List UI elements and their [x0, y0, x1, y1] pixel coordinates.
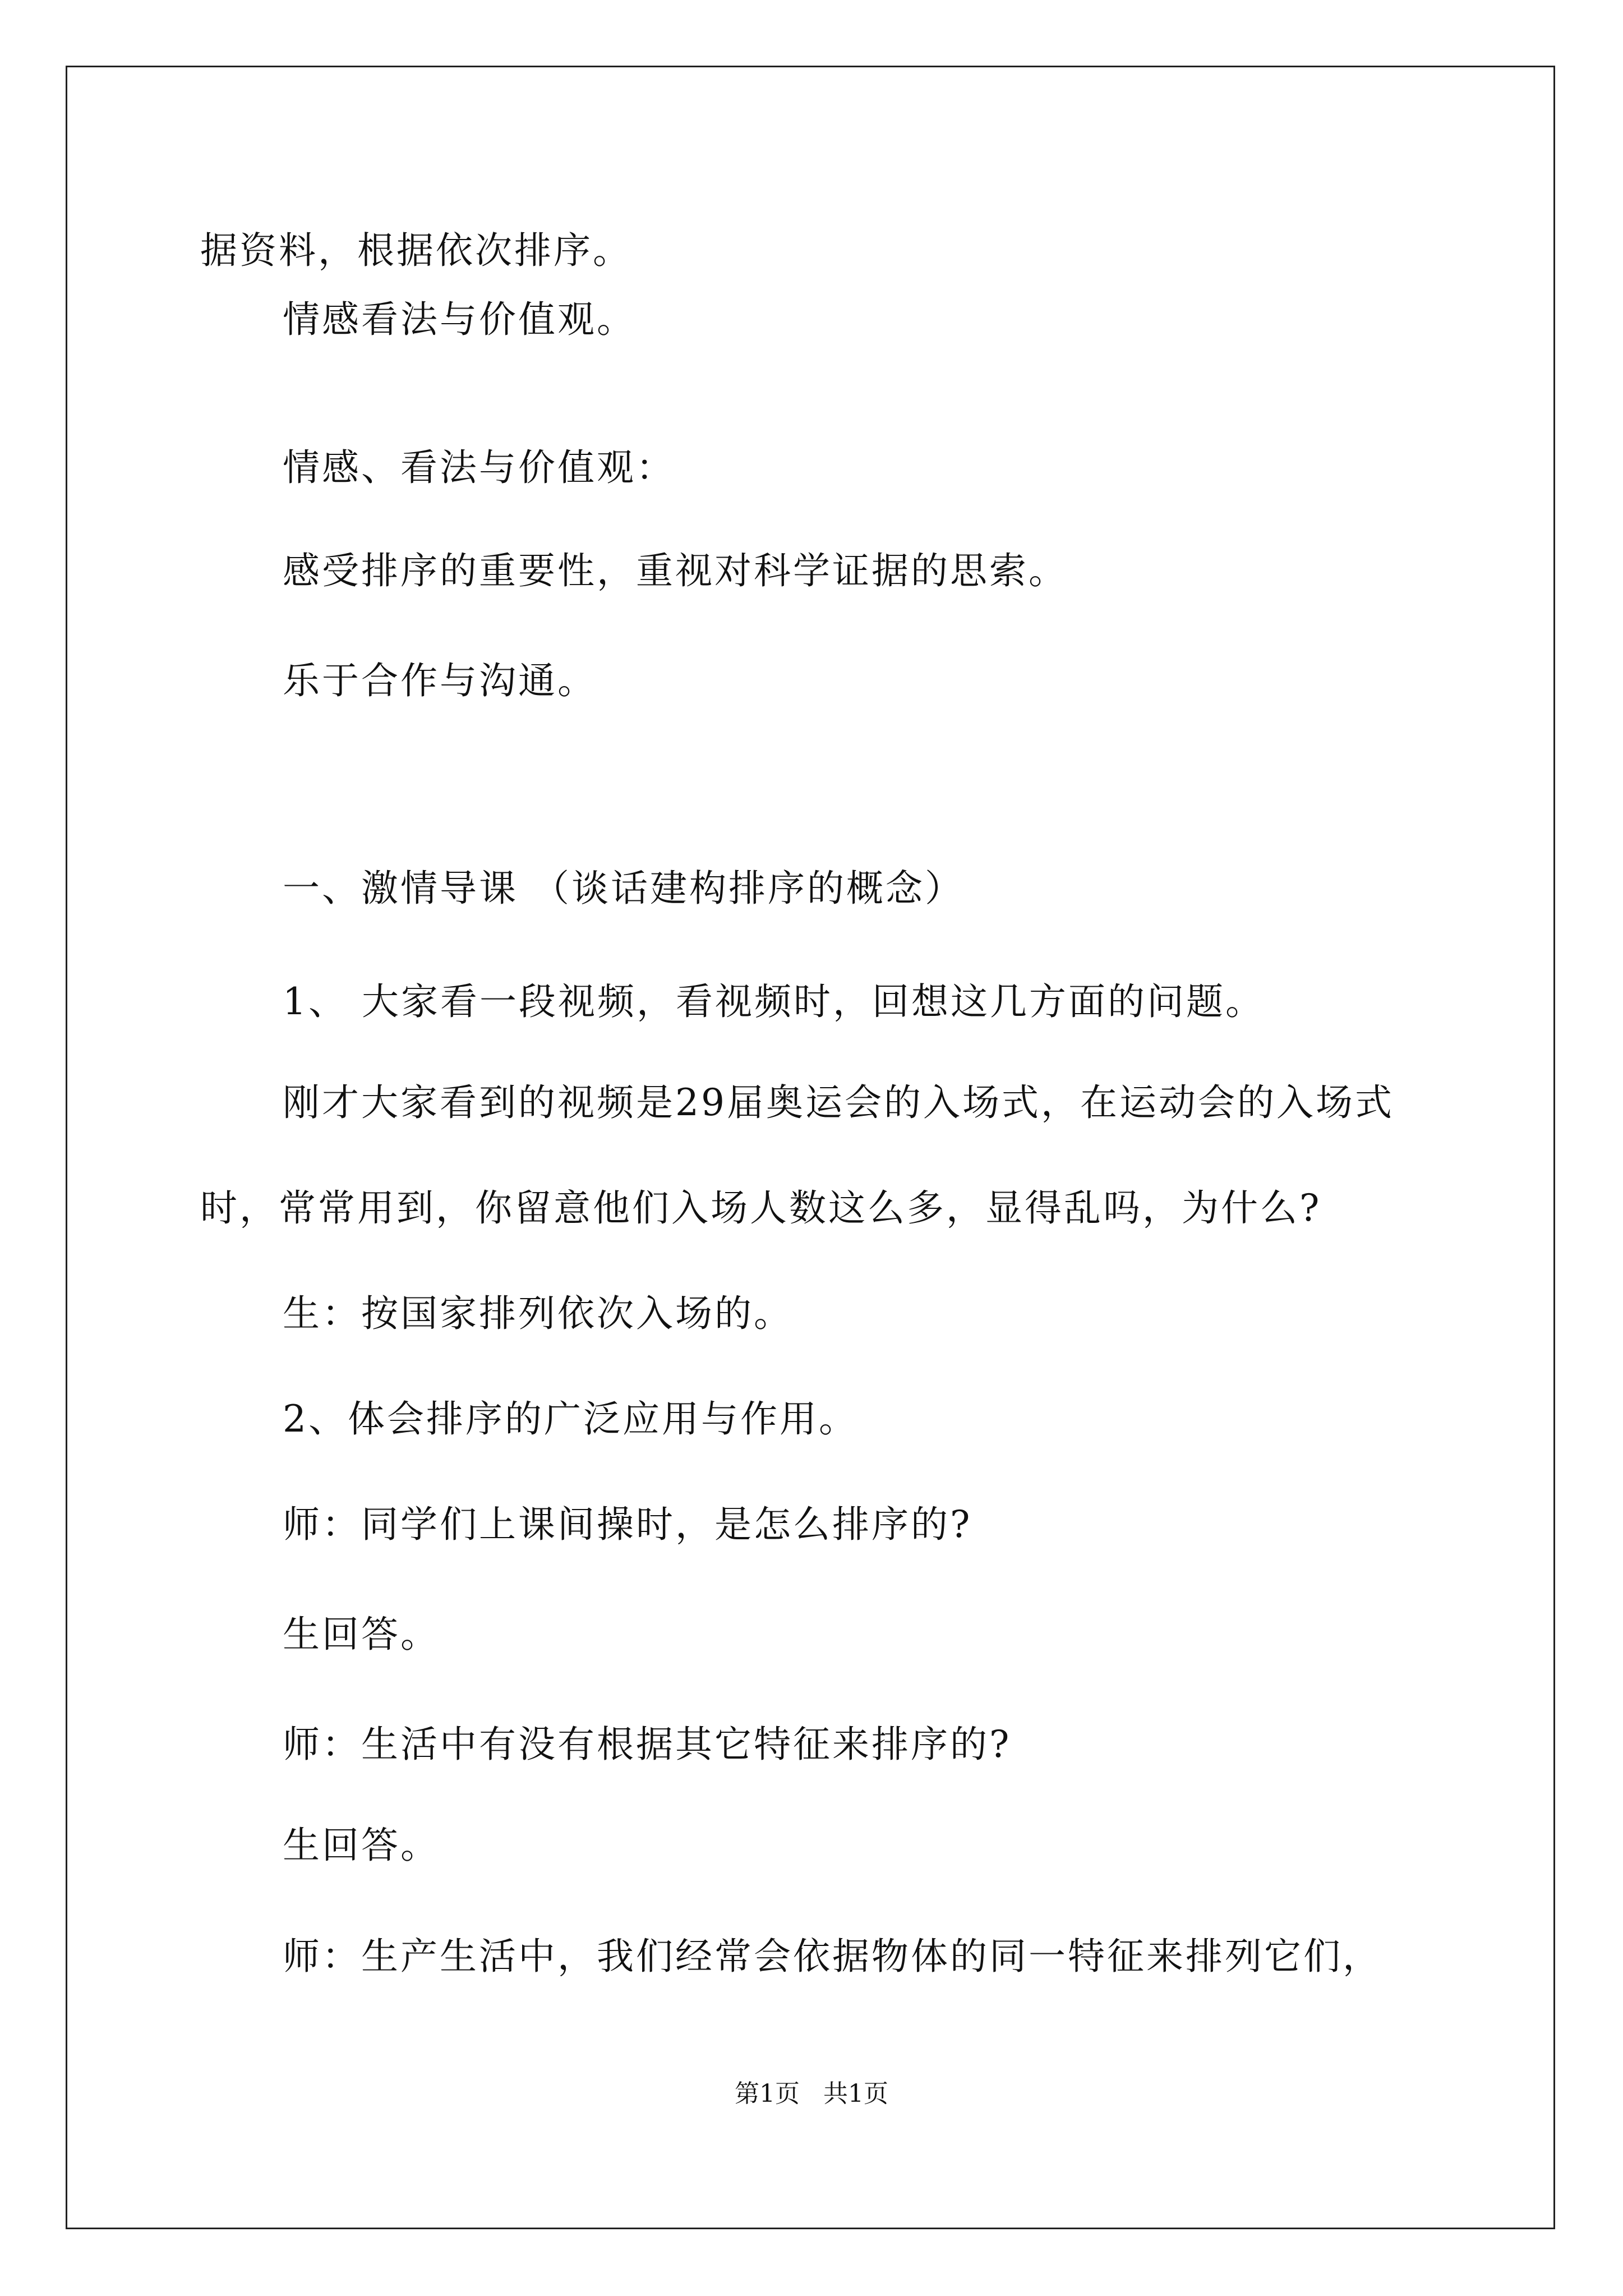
section-heading: 一、激情导课 （谈话建构排序的概念） — [283, 867, 964, 910]
paragraph-line-2: 情感看法与价值观。 — [283, 298, 636, 341]
paragraph-line-9: 时，常常用到，你留意他们入场人数这么多，显得乱吗，为什么? — [200, 1186, 1322, 1230]
paragraph-line-4: 感受排序的重要性，重视对科学证据的思索。 — [283, 549, 1068, 592]
paragraph-line-16: 师：生产生活中，我们经常会依据物体的同一特征来排列它们， — [283, 1935, 1382, 1978]
paragraph-line-1: 据资料，根据依次排序。 — [200, 229, 632, 272]
paragraph-line-15: 生回答。 — [283, 1824, 440, 1867]
paragraph-line-3: 情感、看法与价值观： — [283, 446, 675, 489]
paragraph-line-13: 生回答。 — [283, 1613, 440, 1656]
paragraph-line-14: 师：生活中有没有根据其它特征来排序的? — [283, 1723, 1012, 1766]
paragraph-line-12: 师：同学们上课间操时，是怎么排序的? — [283, 1503, 972, 1546]
page-footer: 第1页 共1页 — [735, 2079, 888, 2108]
paragraph-line-8: 刚才大家看到的视频是29届奥运会的入场式，在运动会的入场式 — [283, 1081, 1394, 1124]
paragraph-line-5: 乐于合作与沟通。 — [283, 659, 597, 702]
paragraph-line-10: 生：按国家排列依次入场的。 — [283, 1292, 793, 1335]
page-border — [66, 66, 1555, 2229]
paragraph-line-11: 2、体会排序的广泛应用与作用。 — [283, 1397, 858, 1441]
paragraph-line-7: 1、 大家看一段视频，看视频时，回想这几方面的问题。 — [283, 980, 1265, 1023]
